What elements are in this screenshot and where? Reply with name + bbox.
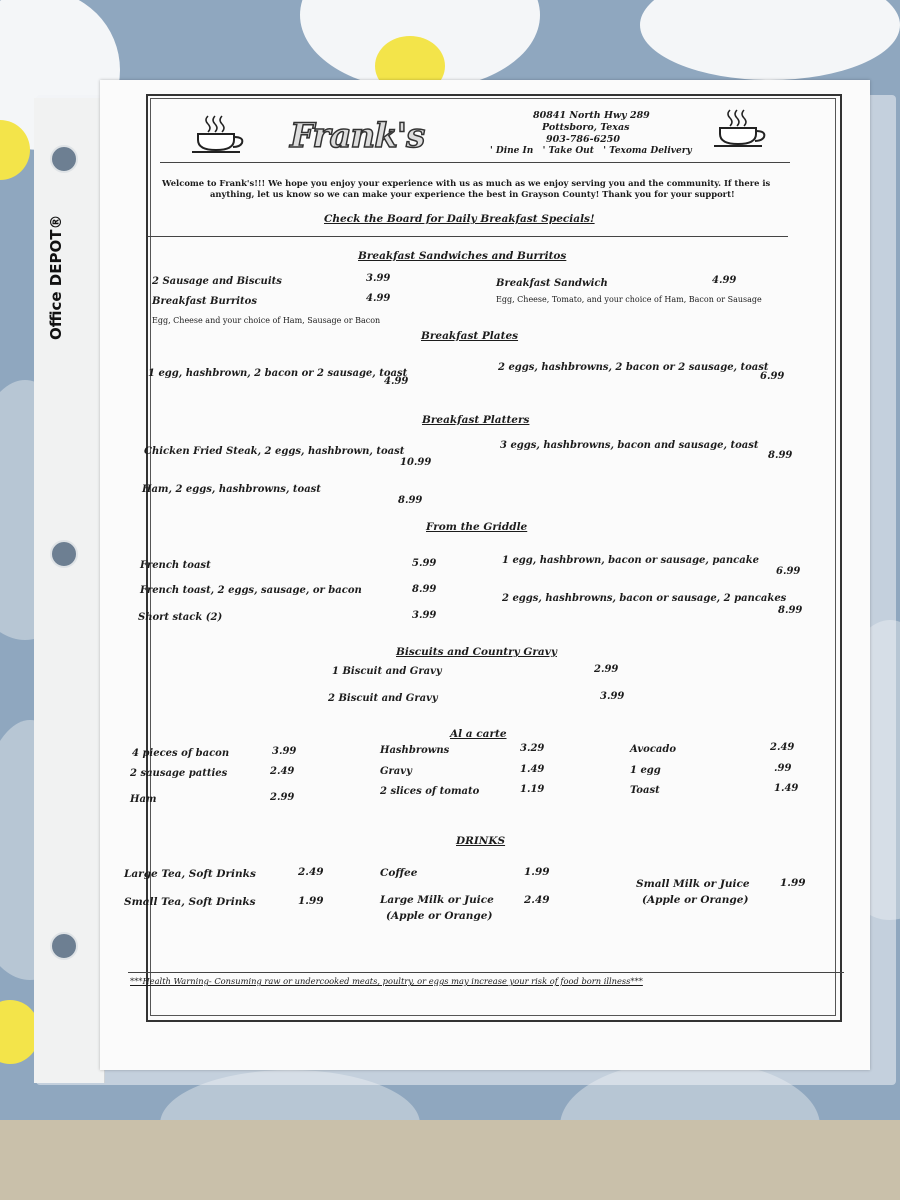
menu-item-price: 4.99 [712, 275, 737, 286]
menu-item-name: Ham [130, 794, 157, 805]
menu-item-name: Breakfast Sandwich [496, 278, 608, 289]
section-heading: Biscuits and Country Gravy [396, 646, 557, 658]
section-heading: Breakfast Sandwiches and Burritos [358, 250, 567, 262]
menu-item-price: 6.99 [760, 371, 785, 382]
menu-item-desc: Egg, Cheese and your choice of Ham, Sausage or Bacon [152, 316, 381, 325]
menu-item-desc: Egg, Cheese, Tomato, and your choice of Ham, Bacon or Sausage [496, 295, 762, 304]
city: Pottsboro, Texas [542, 122, 630, 133]
menu-item-price: 2.49 [770, 742, 795, 753]
menu-item-price: 8.99 [398, 495, 423, 506]
menu-item-price: 4.99 [384, 376, 409, 387]
binder-hole [50, 540, 78, 568]
menu-item-price: 1.49 [520, 764, 545, 775]
menu-item-name: 2 Biscuit and Gravy [328, 693, 438, 704]
menu-item-price: 3.29 [520, 743, 545, 754]
drink-price: 1.99 [298, 895, 324, 907]
menu-item-price: 3.99 [272, 746, 297, 757]
menu-page [100, 80, 870, 1070]
menu-item-name: Gravy [380, 766, 412, 777]
menu-item-price: 3.99 [412, 610, 437, 621]
menu-item-name: Chicken Fried Steak, 2 eggs, hashbrown, toast [144, 446, 405, 457]
menu-item-price: 2.99 [594, 664, 619, 675]
menu-item-price: 4.99 [366, 293, 391, 304]
drink-name: Small Tea, Soft Drinks [124, 896, 256, 908]
menu-item-price: .99 [774, 763, 792, 774]
menu-item-price: 8.99 [778, 605, 803, 616]
coffee-cup-icon [190, 114, 246, 154]
drink-price: 2.49 [298, 866, 324, 878]
menu-item-price: 10.99 [400, 457, 432, 468]
coffee-cup-icon [712, 108, 768, 148]
welcome-text: anything, let us know so we can make your experience the best in Grayson County! Thank you for your support! [210, 189, 735, 199]
drink-name: Large Milk or Juice [380, 894, 494, 906]
section-heading: Al a carte [450, 728, 507, 740]
menu-item-price: 2.99 [270, 792, 295, 803]
menu-item-name: 2 slices of tomato [380, 786, 480, 797]
services: ' Dine In ' Take Out ' Texoma Delivery [490, 146, 692, 156]
menu-item-price: 8.99 [768, 450, 793, 461]
menu-item-name: 1 egg, hashbrown, bacon or sausage, pancake [502, 555, 759, 566]
drink-note: (Apple or Orange) [386, 910, 493, 922]
menu-item-name: Toast [630, 785, 660, 796]
menu-item-name: 1 egg [630, 765, 661, 776]
menu-item-price: 6.99 [776, 566, 801, 577]
menu-item-name: Breakfast Burritos [152, 296, 257, 307]
menu-item-price: 1.49 [774, 783, 799, 794]
drink-name: Large Tea, Soft Drinks [124, 868, 256, 880]
menu-item-name: 2 eggs, hashbrowns, bacon or sausage, 2 pancakes [502, 593, 787, 604]
drink-note: (Apple or Orange) [642, 894, 749, 906]
binder-hole [50, 145, 78, 173]
drink-price: 1.99 [780, 877, 806, 889]
menu-item-name: Avocado [630, 744, 677, 755]
menu-item-price: 3.99 [600, 691, 625, 702]
menu-item-name: Short stack (2) [138, 612, 223, 623]
menu-item-price: 5.99 [412, 558, 437, 569]
menu-item-name: Ham, 2 eggs, hashbrowns, toast [142, 484, 321, 495]
menu-item-name: French toast [140, 560, 211, 571]
section-heading: Breakfast Platters [422, 414, 530, 426]
menu-item-name: 1 Biscuit and Gravy [332, 666, 442, 677]
phone: 903-786-6250 [546, 134, 620, 145]
menu-item-name: 2 eggs, hashbrowns, 2 bacon or 2 sausage, toast [498, 362, 769, 373]
section-heading: Breakfast Plates [421, 330, 519, 342]
menu-item-name: French toast, 2 eggs, sausage, or bacon [140, 585, 362, 596]
menu-item-name: 2 Sausage and Biscuits [152, 276, 282, 287]
menu-item-name: Hashbrowns [380, 745, 450, 756]
menu-item-price: 2.49 [270, 766, 295, 777]
menu-item-price: 1.19 [520, 784, 545, 795]
menu-item-price: 3.99 [366, 273, 391, 284]
menu-item-name: 2 sausage patties [130, 768, 228, 779]
franks-logo: Frank's [290, 116, 425, 156]
office-depot-logo: Office DEPOT® [47, 214, 65, 340]
menu-item-name: 4 pieces of bacon [132, 748, 230, 759]
section-heading: DRINKS [456, 835, 506, 847]
drink-price: 1.99 [524, 866, 550, 878]
menu-item-price: 8.99 [412, 584, 437, 595]
drink-price: 2.49 [524, 894, 550, 906]
welcome-text: Welcome to Frank's!!! We hope you enjoy your experience with us as much as we enjoy serving you and the community. If there is [162, 178, 771, 188]
address: 80841 North Hwy 289 [533, 110, 650, 121]
binder-hole [50, 932, 78, 960]
drink-name: Coffee [380, 867, 418, 879]
menu-item-name: 3 eggs, hashbrowns, bacon and sausage, toast [500, 440, 759, 451]
health-warning: ***Health Warning- Consuming raw or undercooked meats, poultry, or eggs may increase your risk of food born illness*** [130, 976, 643, 986]
menu-item-name: 1 egg, hashbrown, 2 bacon or 2 sausage, toast [148, 368, 408, 379]
drink-name: Small Milk or Juice [636, 878, 750, 890]
specials-note: Check the Board for Daily Breakfast Specials! [324, 213, 595, 225]
section-heading: From the Griddle [426, 521, 528, 533]
